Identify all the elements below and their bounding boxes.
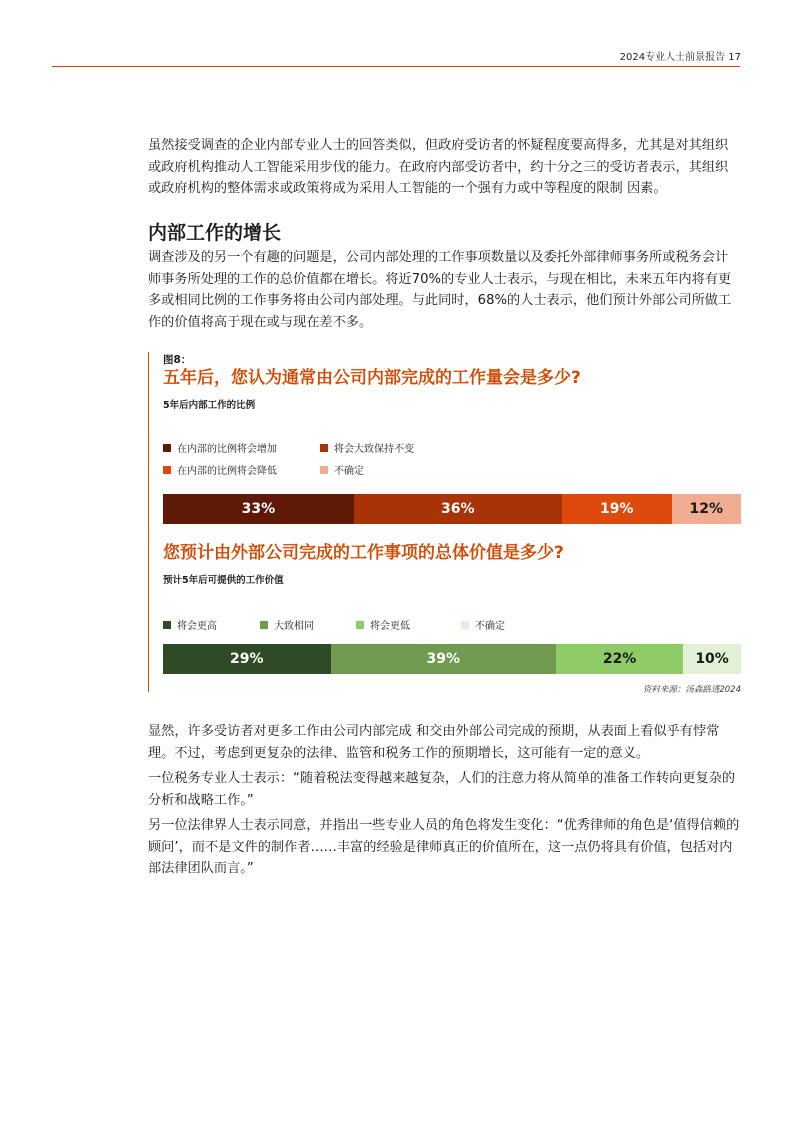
chart1-legend-swatch-0 bbox=[163, 444, 171, 452]
intro-paragraph: 虽然接受调查的企业内部专业人士的回答类似，但政府受访者的怀疑程度要高得多，尤其是对其组织或政府机构推动人工智能采用步伐的能力。在政府内部受访者中，约十分之三的受访者表示，其组织或政府机构的整体需求或政策将成为采用人工智能的一个强有力或中等程度的限制 因素。 bbox=[148, 138, 729, 196]
chart2-legend-item-1 bbox=[260, 617, 314, 632]
chart2-bar bbox=[163, 644, 741, 674]
chart1-legend-item-2 bbox=[163, 462, 277, 477]
chart1-title: 五年后，您认为通常由公司内部完成的工作量会是多少? bbox=[163, 368, 581, 388]
chart2-segment-2: 22% bbox=[556, 644, 683, 674]
chart2-legend-item-2 bbox=[356, 617, 410, 632]
chart2-legend-swatch-3 bbox=[461, 621, 469, 629]
section-paragraph: 调查涉及的另一个有趣的问题是，公司内部处理的工作事项数量以及委托外部律师事务所或税务会计师事务所处理的工作的总价值都在增长。将近70%的专业人士表示，与现在相比，未来五年内将有更多或相同比例的工作事务将由公司内部处理。与此同时，68%的人士表示，他们预计外部公司所做工作的价值将高于现在或与现在差不多。 bbox=[148, 250, 732, 330]
chart2-legend-item-3 bbox=[461, 617, 505, 632]
closing-paragraph-1: 显然，许多受访者对更多工作由公司内部完成 和交由外部公司完成的预期，从表面上看似乎有悖常理。不过，考虑到更复杂的法律、监管和税务工作的预期增长，这可能有一定的意义。 bbox=[148, 724, 720, 761]
chart1-legend-item-3 bbox=[320, 462, 364, 477]
chart2-legend-label-1: 大致相同 bbox=[274, 621, 314, 632]
chart1-bar bbox=[163, 494, 741, 524]
chart2-subtitle: 预计5年后可提供的工作价值 bbox=[163, 575, 284, 586]
chart2-legend-label-3: 不确定 bbox=[475, 621, 505, 632]
chart1-subtitle: 5年后内部工作的比例 bbox=[163, 400, 256, 411]
figure-8 bbox=[148, 352, 741, 695]
chart1-segment-1: 36% bbox=[354, 494, 562, 524]
chart2-legend-swatch-0 bbox=[163, 621, 171, 629]
chart1-legend-label-1: 将会大致保持不变 bbox=[334, 444, 414, 455]
chart1-segment-3: 12% bbox=[672, 494, 741, 524]
chart2-legend-item-0 bbox=[163, 617, 217, 632]
chart1-legend-swatch-3 bbox=[320, 466, 328, 474]
chart1-legend-swatch-1 bbox=[320, 444, 328, 452]
figure-label: 图8： bbox=[163, 354, 192, 366]
chart2-segment-1: 39% bbox=[331, 644, 556, 674]
chart1-segment-2: 19% bbox=[562, 494, 672, 524]
chart2-legend-label-2: 将会更低 bbox=[370, 621, 410, 632]
chart2-segment-3: 10% bbox=[683, 644, 741, 674]
chart1-legend-item-0 bbox=[163, 440, 277, 455]
section-title: 内部工作的增长 bbox=[148, 222, 282, 244]
chart2-legend-swatch-2 bbox=[356, 621, 364, 629]
chart2-legend-label-0: 将会更高 bbox=[177, 621, 217, 632]
page-header: 2024专业人士前景报告 17 bbox=[619, 52, 741, 63]
chart2-title: 您预计由外部公司完成的工作事项的总体价值是多少? bbox=[163, 543, 564, 563]
chart1-legend-label-0: 在内部的比例将会增加 bbox=[177, 444, 277, 455]
chart1-legend-label-2: 在内部的比例将会降低 bbox=[177, 466, 277, 477]
closing-paragraph-3: 另一位法律界人士表示同意，并指出一些专业人员的角色将发生变化：“优秀律师的角色是‘值得信赖的顾问’，而不是文件的制作者……丰富的经验是律师真正的价值所在，这一点仍将具有价值，包括对内部法律团队而言。” bbox=[148, 818, 740, 876]
header-divider bbox=[52, 66, 740, 67]
figure-source: 资料来源：汤森路透2024 bbox=[642, 685, 741, 695]
chart1-legend-label-3: 不确定 bbox=[334, 466, 364, 477]
chart1-segment-0: 33% bbox=[163, 494, 354, 524]
chart2-legend-swatch-1 bbox=[260, 621, 268, 629]
chart1-legend-item-1 bbox=[320, 440, 414, 455]
chart1-legend-swatch-2 bbox=[163, 466, 171, 474]
closing-paragraph-2: 一位税务专业人士表示：“随着税法变得越来越复杂，人们的注意力将从简单的准备工作转向更复杂的分析和战略工作。” bbox=[148, 771, 736, 808]
chart2-segment-0: 29% bbox=[163, 644, 331, 674]
